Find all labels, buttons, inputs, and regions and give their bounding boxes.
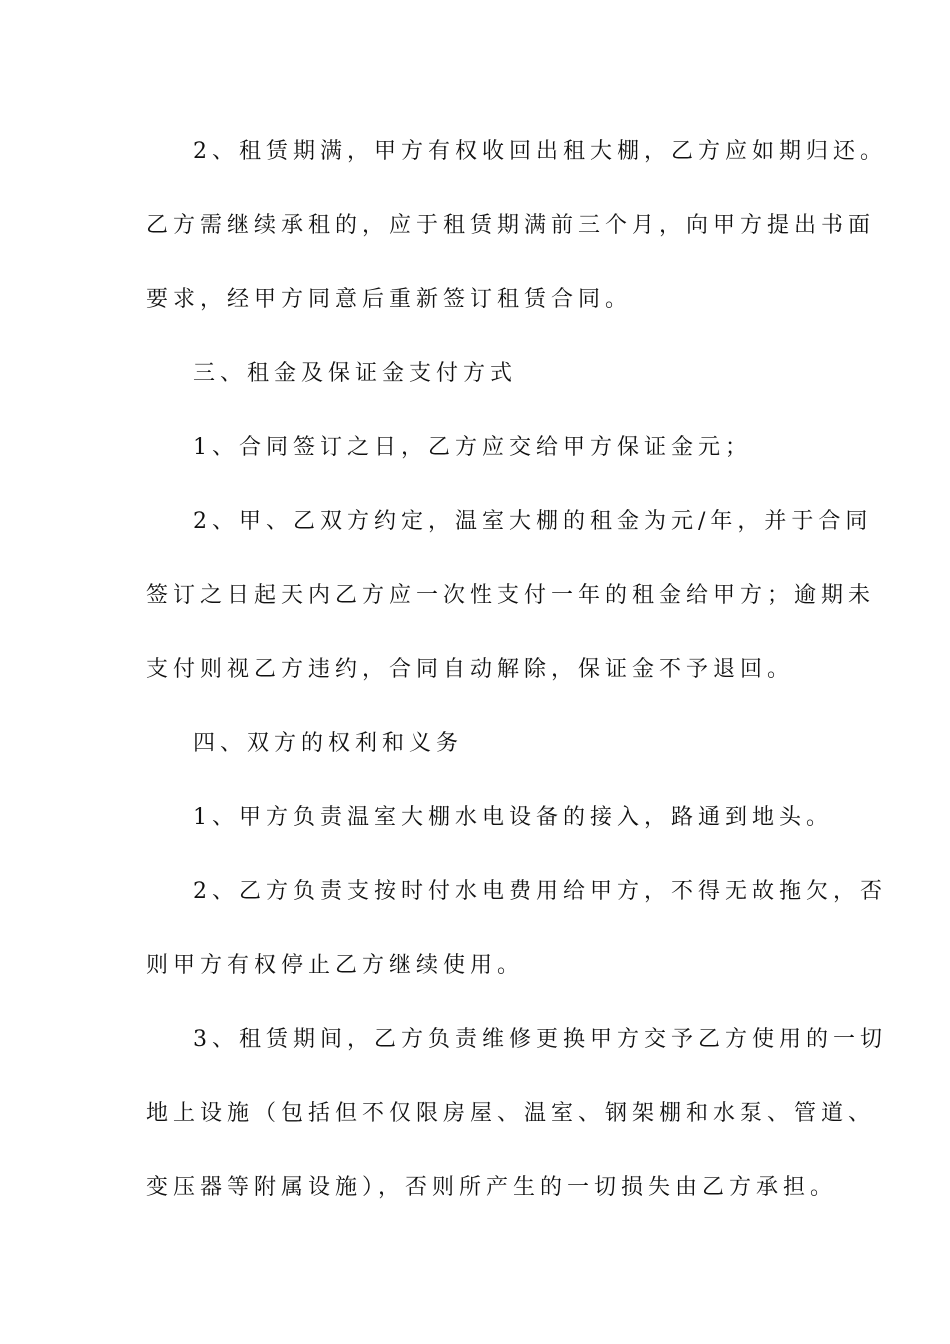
paragraph-line: 1、甲方负责温室大棚水电设备的接入，路通到地头。 xyxy=(193,805,833,830)
paragraph-line: 则甲方有权停止乙方继续使用。 xyxy=(146,953,525,978)
paragraph-line: 乙方需继续承租的，应于租赁期满前三个月，向甲方提出书面 xyxy=(146,213,876,238)
paragraph-line: 2、租赁期满，甲方有权收回出租大棚，乙方应如期归还。 xyxy=(193,139,887,164)
paragraph-line: 3、租赁期间，乙方负责维修更换甲方交予乙方使用的一切 xyxy=(193,1027,887,1052)
paragraph-line: 2、乙方负责支按时付水电费用给甲方，不得无故拖欠，否 xyxy=(193,879,887,904)
paragraph-line: 签订之日起天内乙方应一次性支付一年的租金给甲方；逾期未 xyxy=(146,583,876,608)
paragraph-line: 变压器等附属设施），否则所产生的一切损失由乙方承担。 xyxy=(146,1175,838,1200)
paragraph-line: 支付则视乙方违约，合同自动解除，保证金不予退回。 xyxy=(146,657,795,682)
paragraph-line: 2、甲、乙双方约定，温室大棚的租金为元/年，并于合同 xyxy=(193,509,873,534)
paragraph-line: 要求，经甲方同意后重新签订租赁合同。 xyxy=(146,287,633,312)
section-heading: 三、租金及保证金支付方式 xyxy=(193,361,518,386)
paragraph-line: 地上设施（包括但不仅限房屋、温室、钢架棚和水泵、管道、 xyxy=(146,1101,876,1126)
section-heading: 四、双方的权利和义务 xyxy=(193,731,464,756)
paragraph-line: 1、合同签订之日，乙方应交给甲方保证金元； xyxy=(193,435,752,460)
